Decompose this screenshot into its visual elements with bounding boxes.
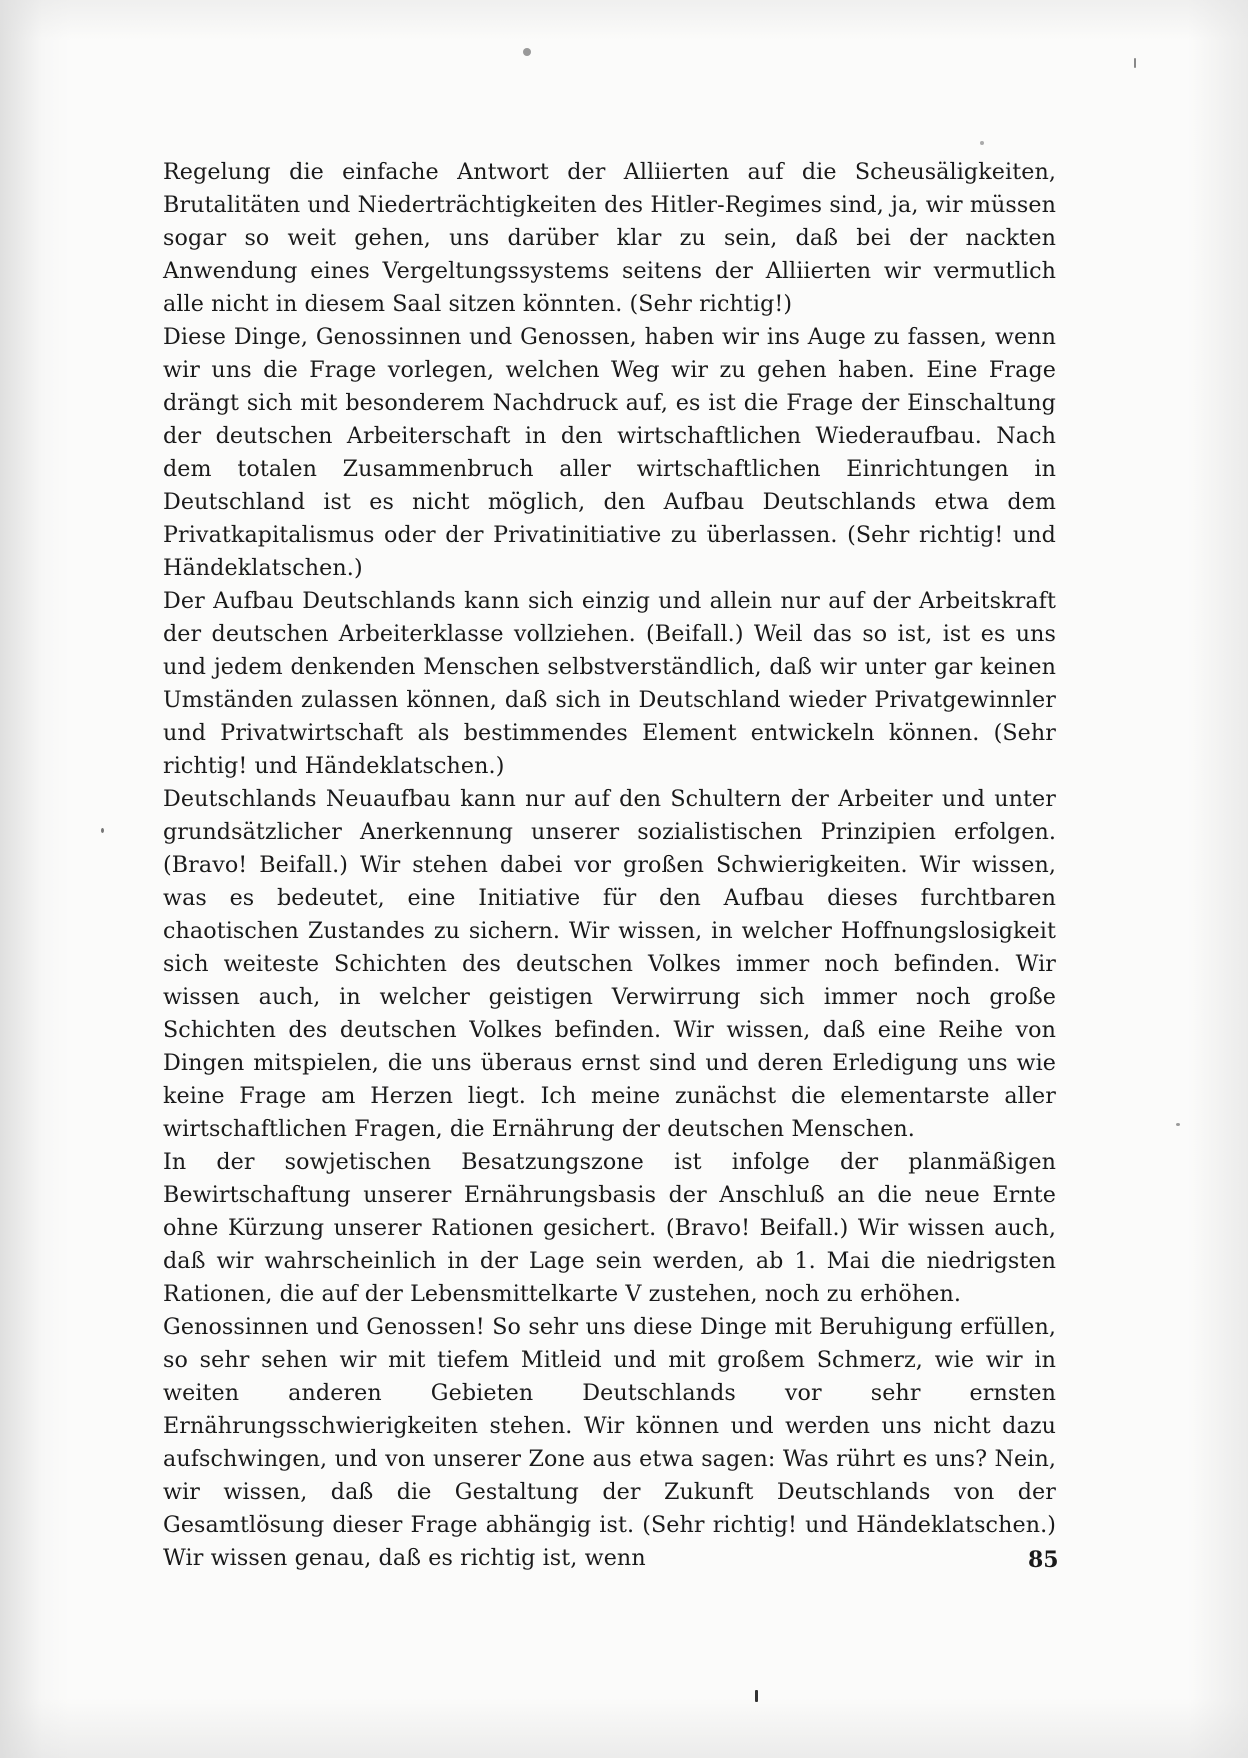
paragraph: Regelung die einfache Antwort der Alliierten auf die Scheusäligkeiten, Brutalitäten und Niederträchtigkeiten des Hitler-Regimes sind, ja, wir müssen sogar so weit gehen, uns darüber klar zu sein, daß bei der nackten Anwendung eines Vergeltungssystems seitens der Alliierten wir vermutlich alle nicht in diesem Saal sitzen könnten. (Sehr richtig!) [163, 159, 1056, 317]
scan-edge-bottom [0, 1698, 1248, 1758]
paragraph: Deutschlands Neuaufbau kann nur auf den Schultern der Arbeiter und unter grundsätzlicher Anerkennung unserer sozialistischen Prinzipien erfolgen. (Bravo! Beifall.) Wir stehen dabei vor großen Schwierigkeiten. Wir wissen, was es bedeutet, eine Initiative für den Aufbau dieses furchtbaren chaotischen Zustandes zu sichern. Wir wissen, in welcher Hoffnungslosigkeit sich weiteste Schichten des deutschen Volkes immer noch befinden. Wir wissen auch, in welcher geistigen Verwirrung sich immer noch große Schichten des deutschen Volkes befinden. Wir wissen, daß eine Reihe von Dingen mitspielen, die uns überaus ernst sind und deren Erledigung uns wie keine Frage am Herzen liegt. Ich meine zunächst die elementarste aller wirtschaftlichen Fragen, die Ernährung der deutschen Menschen. [163, 786, 1056, 1142]
scan-speck [101, 828, 104, 833]
scan-speck [755, 1690, 758, 1702]
scan-edge-top [0, 0, 1248, 40]
scan-edge-left [0, 0, 70, 1758]
page-number: 85 [1028, 1547, 1059, 1573]
scan-edge-right [1188, 0, 1248, 1758]
body-text [163, 156, 1056, 1575]
paragraph: In der sowjetischen Besatzungszone ist infolge der planmäßigen Bewirtschaftung unserer Ernährungsbasis der Anschluß an die neue Ernte ohne Kürzung unserer Rationen gesichert. (Bravo! Beifall.) Wir wissen auch, daß wir wahrscheinlich in der Lage sein werden, ab 1. Mai die niedrigsten Rationen, die auf der Lebensmittelkarte V zustehen, noch zu erhöhen. [163, 1149, 1056, 1307]
paragraph: Diese Dinge, Genossinnen und Genossen, haben wir ins Auge zu fassen, wenn wir uns die Frage vorlegen, welchen Weg wir zu gehen haben. Eine Frage drängt sich mit besonderem Nachdruck auf, es ist die Frage der Einschaltung der deutschen Arbeiterschaft in den wirtschaftlichen Wiederaufbau. Nach dem totalen Zusammenbruch aller wirtschaftlichen Einrichtungen in Deutschland ist es nicht möglich, den Aufbau Deutschlands etwa dem Privatkapitalismus oder der Privatinitiative zu überlassen. (Sehr richtig! und Händeklatschen.) [163, 324, 1056, 581]
paragraph: Genossinnen und Genossen! So sehr uns diese Dinge mit Beruhigung erfüllen, so sehr sehen wir mit tiefem Mitleid und mit großem Schmerz, wie wir in weiten anderen Gebieten Deutschlands vor sehr ernsten Ernährungsschwierigkeiten stehen. Wir können und werden uns nicht dazu aufschwingen, und von unserer Zone aus etwa sagen: Was rührt es uns? Nein, wir wissen, daß die Gestaltung der Zukunft Deutschlands von der Gesamtlösung dieser Frage abhängig ist. (Sehr richtig! und Händeklatschen.) Wir wissen genau, daß es richtig ist, wenn [163, 1314, 1056, 1571]
scan-speck [1176, 1123, 1180, 1126]
paragraph: Der Aufbau Deutschlands kann sich einzig und allein nur auf der Arbeitskraft der deutschen Arbeiterklasse vollziehen. (Beifall.) Weil das so ist, ist es uns und jedem denkenden Menschen selbstverständlich, daß wir unter gar keinen Umständen zulassen können, daß sich in Deutschland wieder Privatgewinnler und Privatwirtschaft als bestimmendes Element entwickeln können. (Sehr richtig! und Händeklatschen.) [163, 588, 1056, 779]
scan-speck [980, 141, 984, 145]
scan-speck [1134, 58, 1136, 68]
scan-speck [523, 48, 531, 56]
